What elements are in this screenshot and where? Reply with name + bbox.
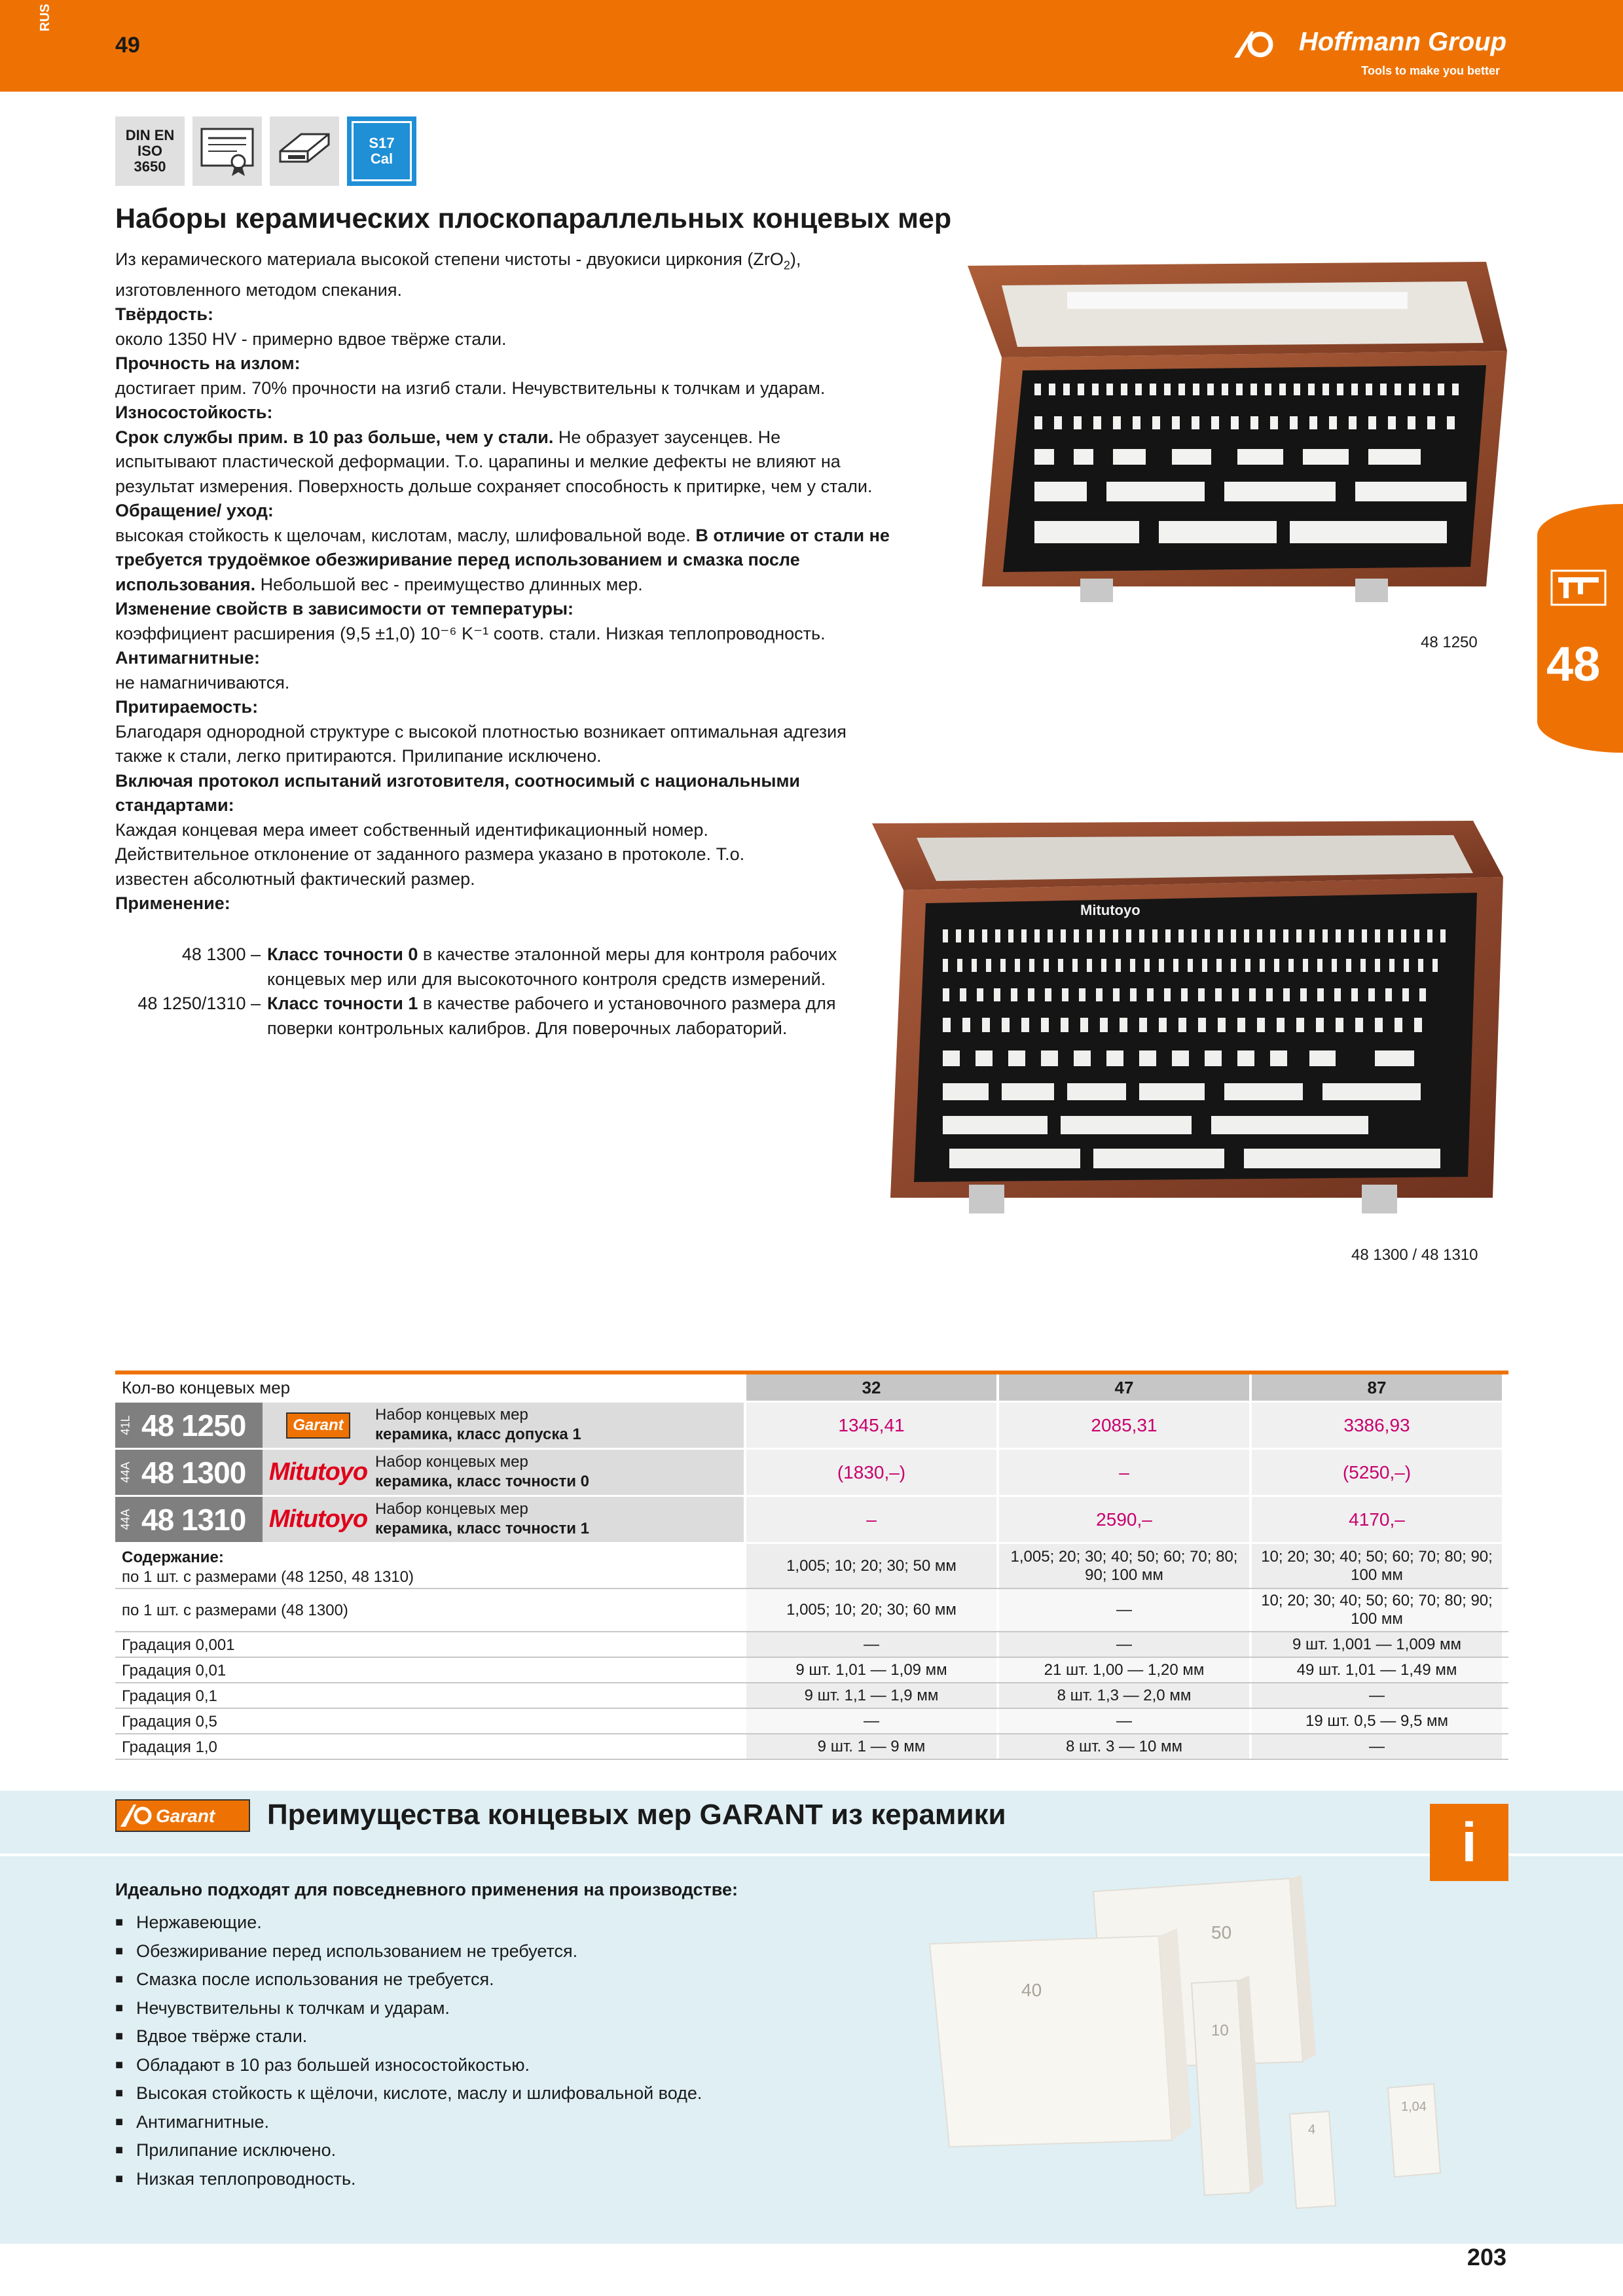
product-name: Набор концевых мер	[375, 1453, 528, 1471]
info-icon[interactable]: i	[1430, 1804, 1508, 1881]
hardness-heading: Твёрдость:	[115, 304, 214, 325]
product-name: Набор концевых мер	[375, 1406, 528, 1424]
usage-item	[115, 942, 901, 992]
chapter-tab-number: 48	[1546, 637, 1601, 691]
table-row	[115, 1709, 1508, 1734]
antimagnetic-heading: Антимагнитные:	[115, 648, 261, 668]
row-label: Градация 1,0	[122, 1738, 217, 1756]
product-code-cell	[115, 1403, 263, 1448]
table-cell: 1,005; 20; 30; 40; 50; 60; 70; 80; 90; 100 мм	[996, 1544, 1249, 1588]
product-name: Набор концевых мер	[375, 1500, 528, 1518]
block-label: 10	[1211, 2022, 1229, 2039]
temperature-text: коэффициент расширения (9,5 ±1,0) 10⁻⁶ K⁻¹ соотв. стали. Низкая теплопроводность.	[115, 623, 826, 643]
price-cell: 1345,41	[744, 1403, 996, 1448]
row-label: по 1 шт. с размерами (48 1300)	[122, 1602, 348, 1619]
wringing-heading: Притираемость:	[115, 697, 259, 717]
table-cell: 1,005; 10; 20; 30; 50 мм	[744, 1544, 996, 1588]
s17-cal-badge	[347, 117, 416, 186]
price-cell: 3386,93	[1249, 1403, 1502, 1448]
product-table	[115, 1371, 1508, 1760]
group-code: 44A	[119, 1509, 132, 1530]
case-brand-label: Mitutoyo	[1080, 902, 1140, 918]
garant-logo-icon	[119, 1801, 156, 1831]
gauge-box-icon	[270, 117, 339, 186]
table-row	[115, 1542, 1508, 1589]
gauge-block-set-image-481250	[962, 259, 1512, 626]
row-label	[115, 1544, 744, 1588]
strength-text: достигает прим. 70% прочности на изгиб стали. Нечувствительны к толчкам и ударам.	[115, 378, 826, 398]
price-cell: –	[744, 1497, 996, 1542]
list-item: ■ Нержавеющие.	[115, 1909, 702, 1937]
block-label: 40	[1021, 1980, 1042, 2000]
care-text: высокая стойкость к щелочам, кислотам, маслу, шлифовальной воде. В отличие от стали не требуется трудоёмкое обезжиривание перед использованием и смазка после использования. Небольшой вес - преимущество длинных мер.	[115, 525, 890, 594]
product-number[interactable]: 48 1310	[141, 1502, 246, 1537]
list-item: ■ Антимагнитные.	[115, 2108, 702, 2137]
image-caption-bottom: 48 1300 / 48 1310	[1351, 1246, 1478, 1264]
antimagnetic-text: не намагничиваются.	[115, 672, 290, 692]
product-description-cell	[374, 1450, 744, 1495]
table-row	[115, 1734, 1508, 1760]
page-header	[0, 0, 1623, 92]
product-number[interactable]: 48 1250	[141, 1408, 246, 1443]
table-cell: 21 шт. 1,00 — 1,20 мм	[996, 1658, 1249, 1682]
price-cell: 4170,–	[1249, 1497, 1502, 1542]
price-cell: 2590,–	[996, 1497, 1249, 1542]
row-label: Градация 0,001	[122, 1636, 235, 1654]
gauge-count-label: Кол-во концевых мер	[122, 1378, 291, 1397]
block-label: 1,04	[1401, 2100, 1427, 2114]
certification-badges	[115, 117, 416, 186]
list-item: ■ Низкая теплопроводность.	[115, 2165, 702, 2194]
din-standard-badge	[115, 117, 185, 186]
product-number[interactable]: 48 1300	[141, 1455, 246, 1490]
table-row	[115, 1632, 1508, 1658]
row-label: Градация 0,1	[122, 1687, 217, 1705]
garant-logo-badge	[115, 1799, 250, 1832]
table-cell: —	[744, 1709, 996, 1733]
product-description-cell	[374, 1403, 744, 1448]
protocol-heading: Включая протокол испытаний изготовителя, соотносимый с национальными стандартами:	[115, 770, 801, 816]
table-header	[115, 1371, 1508, 1401]
chapter-number: 49	[115, 33, 140, 58]
block-label: 50	[1211, 1922, 1232, 1943]
s17-label: S17	[369, 134, 395, 151]
product-row[interactable]	[115, 1495, 1508, 1542]
table-cell: 10; 20; 30; 40; 50; 60; 70; 80; 90; 100 мм	[1249, 1589, 1502, 1631]
row-label: Градация 0,5	[122, 1713, 217, 1731]
table-cell: 9 шт. 1,1 — 1,9 мм	[744, 1683, 996, 1708]
table-cell: 19 шт. 0,5 — 9,5 мм	[1249, 1709, 1502, 1733]
care-heading: Обращение/ уход:	[115, 501, 274, 521]
advantages-title: Преимущества концевых мер GARANT из керамики	[267, 1799, 1006, 1831]
list-item: ■ Обезжиривание перед использованием не требуется.	[115, 1937, 702, 1966]
price-cell: (5250,–)	[1249, 1450, 1502, 1495]
cal-label: Cal	[370, 151, 393, 167]
image-caption-top: 48 1250	[1421, 634, 1478, 651]
row-label: Градация 0,01	[122, 1662, 227, 1679]
table-cell: —	[996, 1589, 1249, 1631]
row-label-text: по 1 шт. с размерами (48 1250, 48 1310)	[122, 1568, 414, 1586]
language-code: RUS	[38, 3, 52, 31]
mitutoyo-logo: Mitutoyo	[268, 1458, 368, 1486]
group-code: 41L	[119, 1415, 132, 1435]
usage-item	[115, 992, 901, 1041]
product-variant: керамика, класс точности 0	[375, 1473, 589, 1490]
table-cell: —	[1249, 1734, 1502, 1759]
contents-label: Содержание:	[122, 1549, 224, 1566]
table-cell: 9 шт. 1 — 9 мм	[744, 1734, 996, 1759]
table-cell: 1,005; 10; 20; 30; 60 мм	[744, 1589, 996, 1631]
page-number: 203	[1467, 2244, 1506, 2270]
strength-heading: Прочность на излом:	[115, 353, 301, 374]
column-header: 87	[1249, 1374, 1502, 1401]
group-code: 44A	[119, 1462, 132, 1483]
usage-code: 48 1300 –	[181, 944, 261, 964]
material-paragraph: Из керамического материала высокой степени чистоты - двуокиси циркония (ZrO$_2$), изготовленного методом спекания.	[115, 249, 801, 300]
product-description-cell	[374, 1497, 744, 1542]
certificate-icon	[192, 117, 262, 186]
din-standard-label: DIN EN ISO 3650	[125, 126, 175, 175]
advantages-list	[115, 1909, 702, 2193]
table-cell: 8 шт. 3 — 10 мм	[996, 1734, 1249, 1759]
list-item: ■ Вдвое твёрже стали.	[115, 2022, 702, 2051]
brand-name: Hoffmann Group	[1298, 27, 1506, 56]
usage-list	[115, 942, 901, 1041]
brand-cell	[263, 1497, 374, 1542]
usage-code: 48 1250/1310 –	[137, 994, 261, 1013]
brand-tagline: Tools to make you better	[1361, 64, 1500, 77]
table-row	[115, 1683, 1508, 1709]
block-label: 4	[1308, 2123, 1316, 2137]
ceramic-blocks-image	[923, 1865, 1512, 2238]
list-item: ■ Нечувствительны к толчкам и ударам.	[115, 1994, 702, 2023]
wringing-text: Благодаря однородной структуре с высокой плотностью возникает оптимальная адгезия также к стали, легко притираются. Прилипание исключено.	[115, 721, 847, 766]
table-row	[115, 1589, 1508, 1632]
garant-logo: Garant	[286, 1412, 350, 1439]
product-code-cell	[115, 1497, 263, 1542]
table-cell: —	[996, 1632, 1249, 1657]
table-cell: 10; 20; 30; 40; 50; 60; 70; 80; 90; 100 мм	[1249, 1544, 1502, 1588]
advantages-heading: Идеально подходят для повседневного применения на производстве:	[115, 1880, 739, 1899]
chapter-tab	[1537, 504, 1623, 753]
price-cell: 2085,31	[996, 1403, 1249, 1448]
usage-description: Класс точности 0 в качестве эталонной меры для контроля рабочих концевых мер или для высокоточного контроля средств измерений.	[267, 944, 837, 989]
list-item: ■ Высокая стойкость к щёлочи, кислоте, маслу и шлифовальной воде.	[115, 2079, 702, 2108]
table-cell: 9 шт. 1,01 — 1,09 мм	[744, 1658, 996, 1682]
hoffmann-logo-icon	[1231, 29, 1277, 60]
usage-description: Класс точности 1 в качестве рабочего и установочного размера для поверки контрольных калибров. Для поверочных лабораторий.	[267, 994, 836, 1038]
table-cell: —	[1249, 1683, 1502, 1708]
price-cell: (1830,–)	[744, 1450, 996, 1495]
caliper-icon	[1549, 568, 1608, 607]
product-variant: керамика, класс точности 1	[375, 1520, 589, 1537]
column-header: 32	[744, 1374, 996, 1401]
table-row	[115, 1658, 1508, 1683]
brand-cell	[263, 1450, 374, 1495]
product-description	[115, 247, 907, 916]
product-row[interactable]	[115, 1448, 1508, 1495]
table-cell: 49 шт. 1,01 — 1,49 мм	[1249, 1658, 1502, 1682]
table-cell: —	[744, 1632, 996, 1657]
list-item: ■ Прилипание исключено.	[115, 2136, 702, 2165]
protocol-text: Каждая концевая мера имеет собственный идентификационный номер. Действительное отклонение от заданного размера указано в протоколе. Т.о. известен абсолютный фактический размер.	[115, 819, 745, 889]
mitutoyo-logo: Mitutoyo	[268, 1505, 368, 1533]
wear-heading: Износостойкость:	[115, 403, 273, 423]
product-code-cell	[115, 1450, 263, 1495]
product-variant: керамика, класс допуска 1	[375, 1426, 581, 1443]
page-title: Наборы керамических плоскопараллельных концевых мер	[115, 203, 952, 234]
product-row[interactable]	[115, 1401, 1508, 1448]
garant-logo-text: Garant	[156, 1806, 215, 1826]
usage-heading: Применение:	[115, 893, 230, 914]
temperature-heading: Изменение свойств в зависимости от температуры:	[115, 599, 574, 619]
table-cell: 8 шт. 1,3 — 2,0 мм	[996, 1683, 1249, 1708]
list-item: ■ Смазка после использования не требуется.	[115, 1965, 702, 1994]
wear-text: Срок службы прим. в 10 раз больше, чем у стали. Не образует заусенцев. Не испытывают пластической деформации. Т.о. царапины и мелкие дефекты не влияют на результат измерения. Поверхность дольше сохраняет способность к притирке, чем у стали.	[115, 427, 873, 496]
gauge-block-set-image-481300	[864, 818, 1512, 1224]
brand-block	[1231, 27, 1506, 80]
table-cell: 9 шт. 1,001 — 1,009 мм	[1249, 1632, 1502, 1657]
hardness-text: около 1350 HV - примерно вдвое твёрже стали.	[115, 329, 507, 349]
table-cell: —	[996, 1709, 1249, 1733]
price-cell: –	[996, 1450, 1249, 1495]
list-item: ■ Обладают в 10 раз большей износостойкостью.	[115, 2051, 702, 2080]
column-header: 47	[996, 1374, 1249, 1401]
brand-cell	[263, 1403, 374, 1448]
